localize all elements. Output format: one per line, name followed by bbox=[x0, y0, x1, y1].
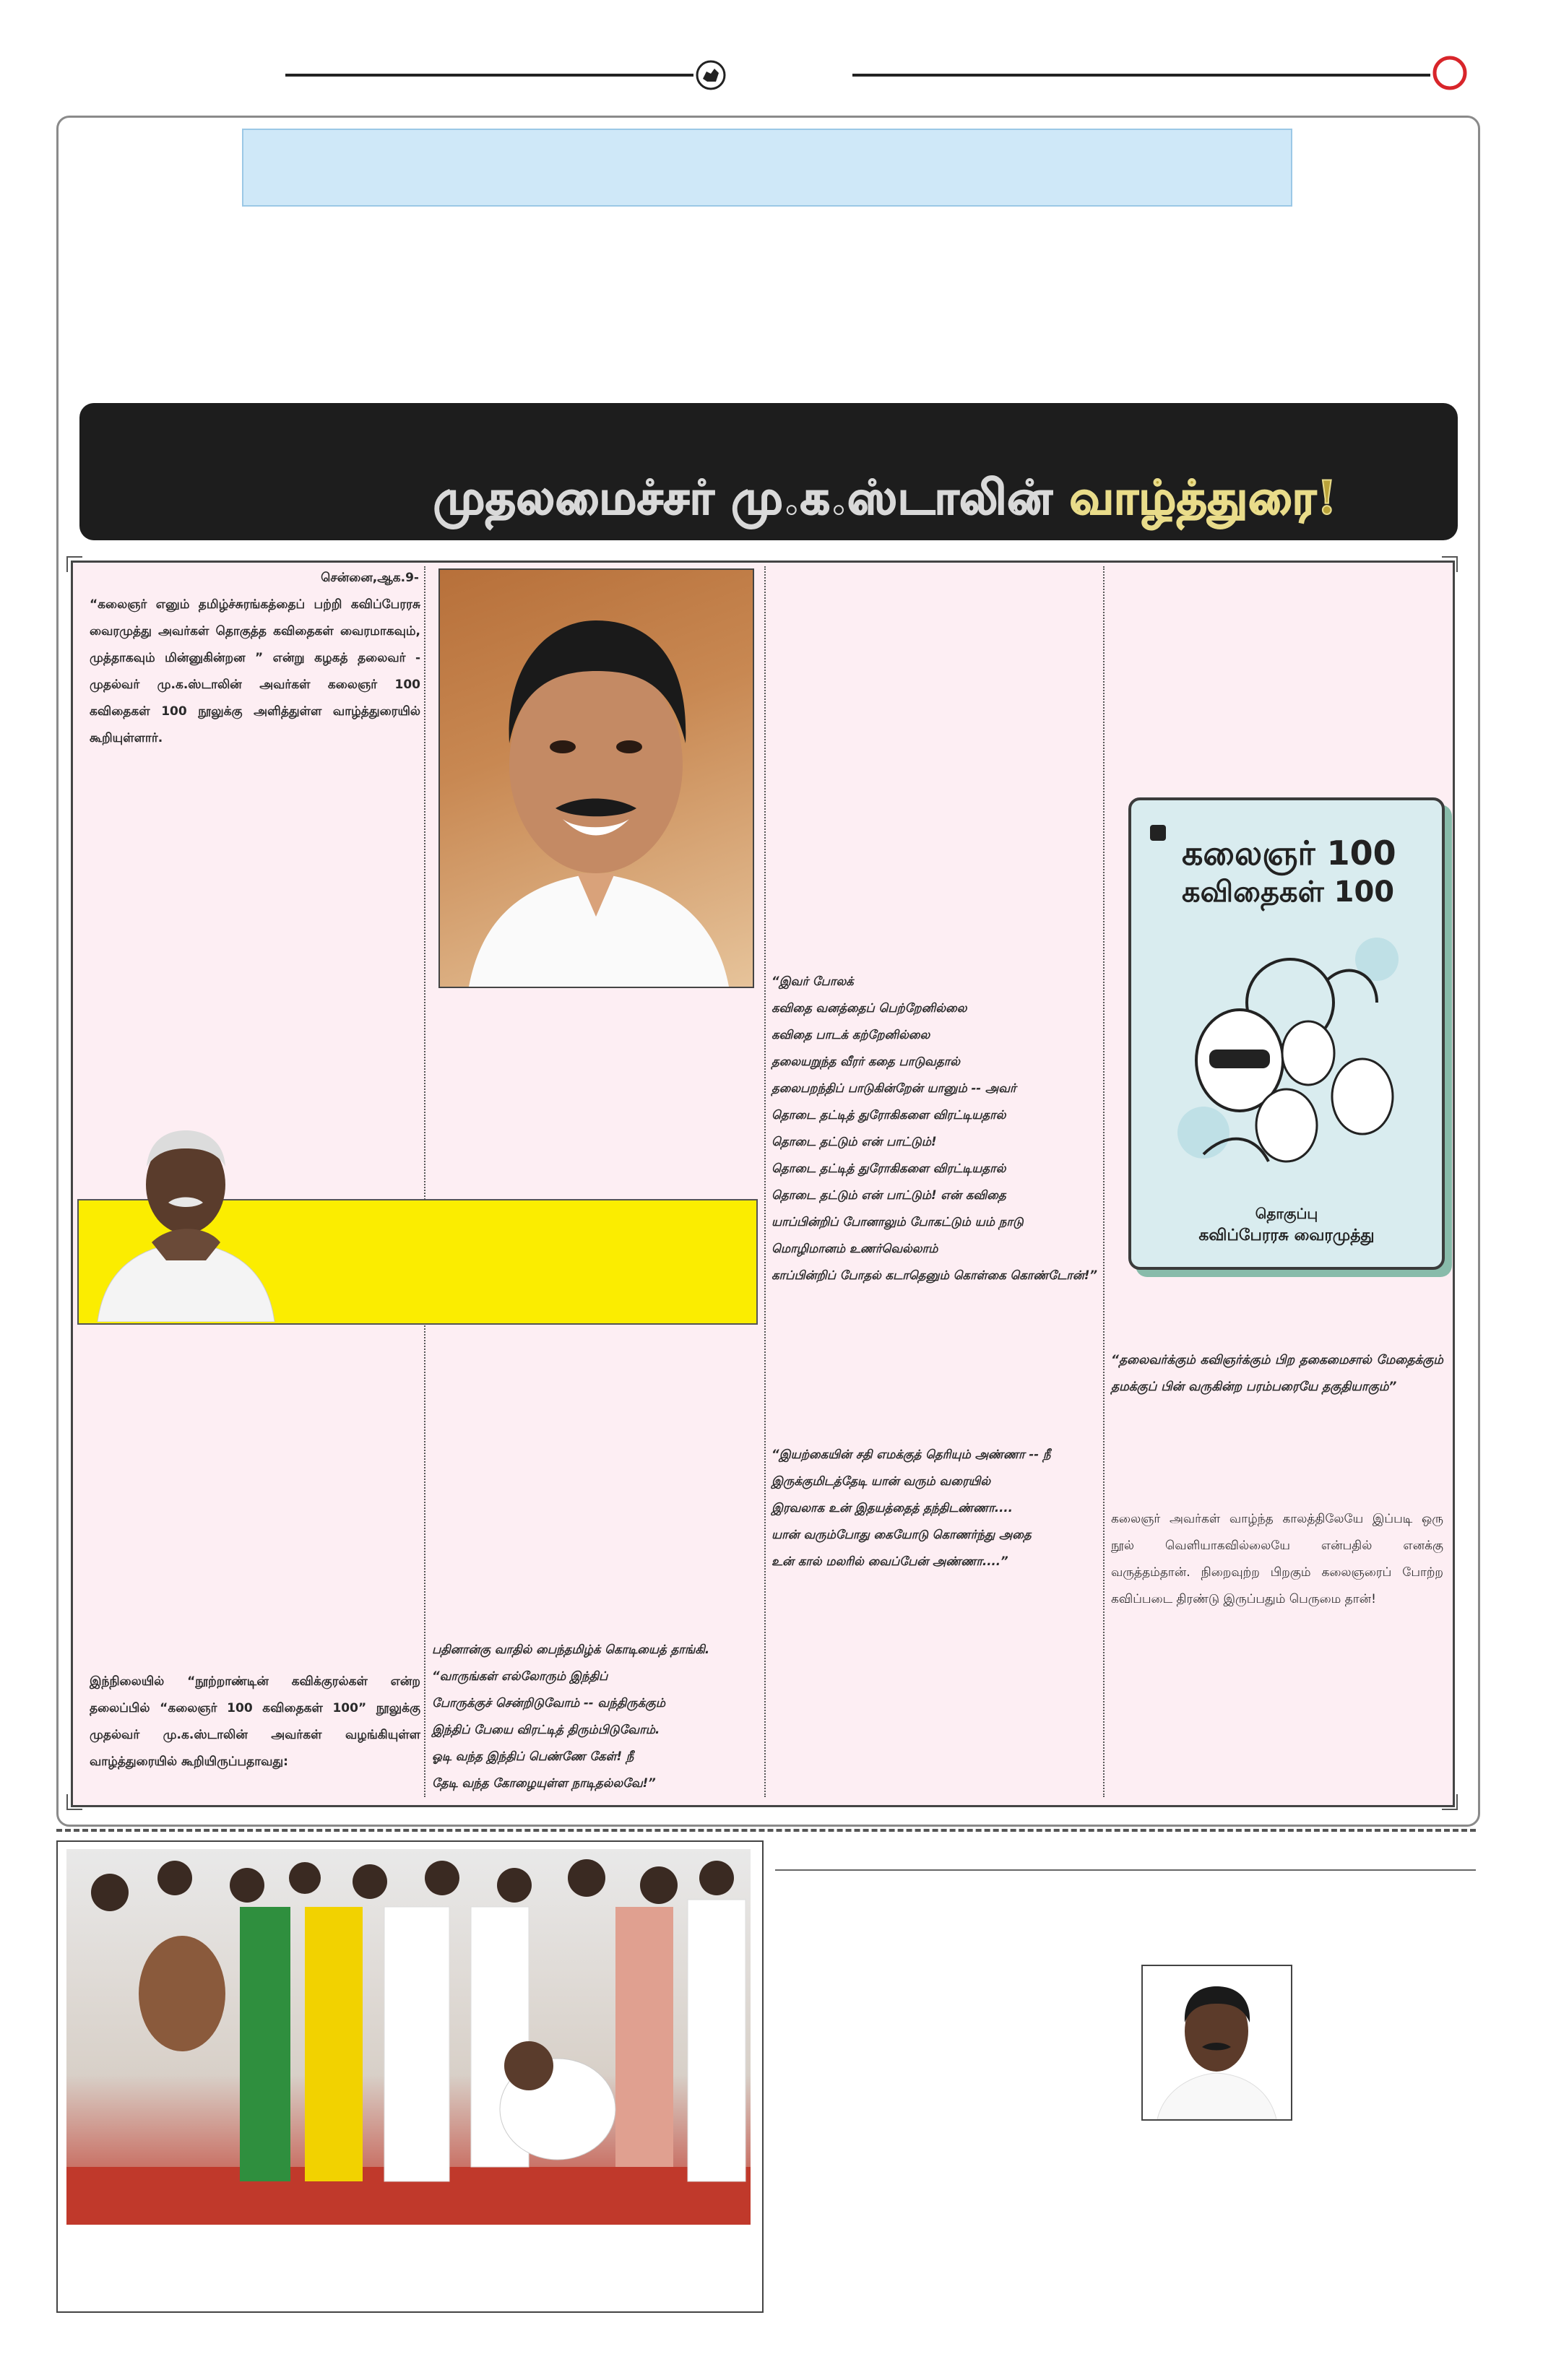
poem1-line-1: “இவர் போலக் bbox=[772, 974, 854, 988]
red-circle-icon bbox=[1432, 55, 1468, 91]
poem1-line-2: கவிதை வனத்தைப் பெற்றேனில்லை bbox=[772, 1001, 967, 1015]
poem2-line-2: இருக்குமிடத்தேடி யான் வரும் வரையில் bbox=[772, 1474, 991, 1488]
book-compiler-name: கவிப்பேரரசு வைரமுத்து bbox=[1198, 1226, 1375, 1245]
headline-highlight: வாழ்த்துரை! bbox=[1069, 471, 1338, 525]
panel-corner-tl bbox=[66, 556, 82, 572]
poem1-line-10: யாப்பின்றிப் போனாலும் போகட்டும் யம் நாடு bbox=[772, 1215, 1024, 1229]
book-title-line-1: கலைஞர் 100 bbox=[1182, 834, 1396, 873]
intro-paragraph: “கலைஞர் எனும் தமிழ்ச்சுரங்கத்தைப் பற்றி கவிப்பேரரசு வைரமுத்து அவர்கள் தொகுத்த கவிதைகள் வைரமாகவும், முத்தாகவும் மின்னுகின்றன ” என்று கழகத் தலைவர் - முதல்வர் மு.க.ஸ்டாலின் அவர்கள் கலைஞர் 100 கவிதைகள் 100 நூலுக்கு அளித்துள்ள வாழ்த்துரையில் கூறியுள்ளார். bbox=[90, 597, 420, 745]
top-rule-left bbox=[285, 74, 693, 77]
blue-banner bbox=[242, 129, 1292, 207]
dateline: சென்னை,ஆக.9- bbox=[321, 571, 419, 585]
poem2-line-4: யான் வரும்போது கையோடு கொணர்ந்து அதை bbox=[772, 1528, 1032, 1541]
col2-bottom-line-5: ஓடி வந்த இந்திப் பெண்ணே கேள்! நீ bbox=[432, 1749, 634, 1763]
headline bbox=[433, 471, 1338, 531]
poem1-line-4: தலையறுந்த வீரர் கதை பாடுவதால் bbox=[772, 1055, 960, 1068]
col1-bottom-paragraph: இந்நிலையில் “நூற்றாண்டின் கவிக்குரல்கள் என்ற தலைப்பில் “கலைஞர் 100 கவிதைகள் 100” நூலுக்கு முதல்வர் மு.க.ஸ்டாலின் அவர்கள் வழங்கியுள்ள வாழ்த்துரையில் கூறியிருப்பதாவது: bbox=[90, 1674, 420, 1769]
poem1-line-7: தொடை தட்டும் என் பாட்டும்! bbox=[772, 1135, 937, 1148]
poem2-line-5: உன் கால் மலரில் வைப்பேன் அண்ணா....” bbox=[772, 1554, 1008, 1568]
poem1-line-11: மொழிமானம் உணர்வெல்லாம் bbox=[772, 1242, 938, 1255]
col2-bottom-line-6: தேடி வந்த கோழையுள்ள நாடிதல்லவே!” bbox=[432, 1776, 656, 1790]
poem1-line-6: தொடை தட்டித் துரோகிகளை விரட்டியதால் bbox=[772, 1108, 1006, 1122]
col2-bottom-line-1: பதினான்கு வாதில் பைந்தமிழ்க் கொடியைத் தாங்கி. bbox=[432, 1643, 710, 1656]
poem1-line-8: தொடை தட்டித் துரோகிகளை விரட்டியதால் bbox=[772, 1161, 1006, 1175]
poem2-line-3: இரவலாக உன் இதயத்தைத் தந்திடண்ணா.... bbox=[772, 1501, 1013, 1515]
stalin-portrait bbox=[438, 568, 754, 988]
headline-main: முதலமைச்சர் மு.க.ஸ்டாலின் bbox=[433, 471, 1053, 525]
col4-quote: “தலைவர்க்கும் கவிஞர்க்கும் பிற தகைமைசால் மேதைக்கும் தமக்குப் பின் வருகின்ற பரம்பரையே தகுதியாகும்” bbox=[1111, 1353, 1443, 1394]
emblem-icon bbox=[695, 59, 727, 91]
book-illustration bbox=[1160, 916, 1420, 1183]
bottom-right-rule bbox=[775, 1869, 1476, 1871]
top-rule-right bbox=[852, 74, 1430, 77]
publisher-logo-icon bbox=[1150, 825, 1166, 841]
panel-corner-tr bbox=[1442, 556, 1458, 572]
poem1-line-3: கவிதை பாடக் கற்றேனில்லை bbox=[772, 1028, 930, 1042]
col2-bottom-line-4: இந்திப் பேயை விரட்டித் திரும்பிடுவோம். bbox=[432, 1723, 660, 1736]
col2-bottom-line-3: போருக்குச் சென்றிடுவோம் -- வந்திருக்கும் bbox=[432, 1696, 665, 1710]
poem1-line-5: தலைபறந்திப் பாடுகின்றேன் யானும் -- அவர் bbox=[772, 1081, 1016, 1095]
column-separator-2 bbox=[764, 566, 766, 1797]
book-compiler-label: தொகுப்பு bbox=[1255, 1205, 1318, 1222]
panel-corner-bl bbox=[66, 1794, 82, 1810]
poem1-line-12: காப்பின்றிப் போதல் கடாதெனும் கொள்கை கொண்டோன்!” bbox=[772, 1268, 1098, 1282]
panel-corner-br bbox=[1442, 1794, 1458, 1810]
poem1-line-9: தொடை தட்டும் என் பாட்டும்! என் கவிதை bbox=[772, 1188, 1006, 1202]
book-title-line-2: கவிதைகள் 100 bbox=[1182, 875, 1395, 909]
col4-paragraph: கலைஞர் அவர்கள் வாழ்ந்த காலத்திலேயே இப்படி ஒரு நூல் வெளியாகவில்லையே என்பதில் எனக்கு வருத்தம்தான். நிறைவுற்ற பிறகும் கலைஞரைப் போற்ற கவிப்படை திரண்டு இருப்பதும் பெருமை தான்! bbox=[1111, 1512, 1443, 1606]
small-portrait bbox=[1141, 1965, 1292, 2121]
section-separator bbox=[56, 1829, 1476, 1832]
vairamuthu-photo bbox=[83, 1116, 289, 1322]
poem2-line-1: “இயற்கையின் சதி எமக்குத் தெரியும் அண்ணா -- நீ bbox=[772, 1448, 1051, 1461]
ceremony-photo bbox=[66, 1849, 751, 2225]
column-separator-3 bbox=[1103, 566, 1105, 1797]
column-separator-1 bbox=[424, 566, 425, 1797]
book-cover bbox=[1128, 797, 1445, 1270]
col2-bottom-line-2: “வாருங்கள் எல்லோரும் இந்திப் bbox=[432, 1669, 608, 1683]
